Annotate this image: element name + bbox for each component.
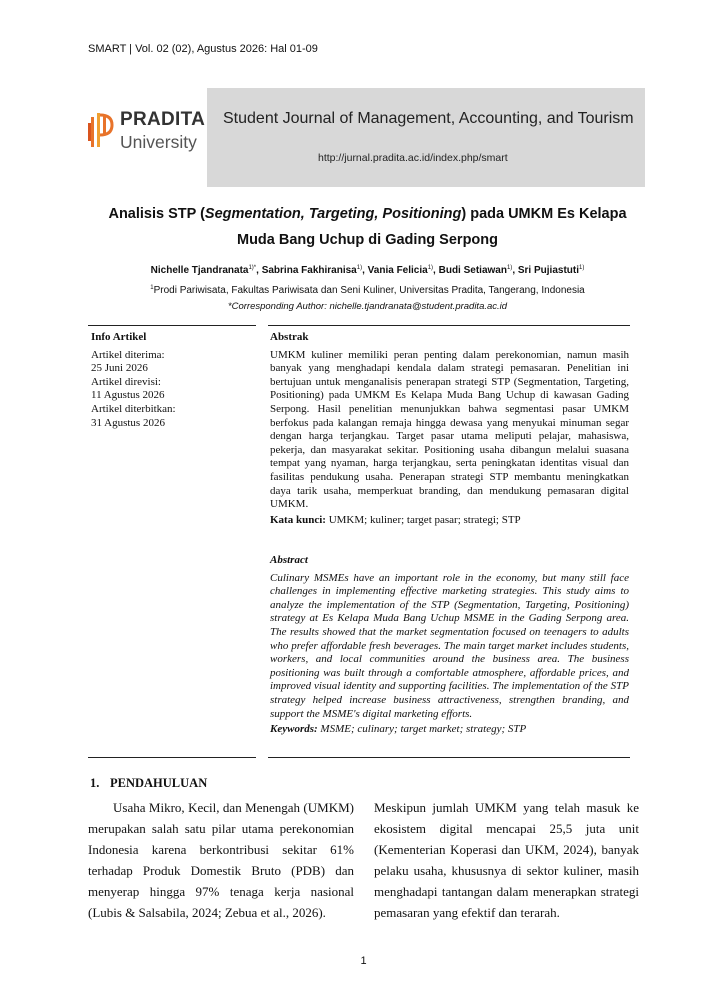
author-name: Sabrina Fakhiranisa xyxy=(261,265,357,276)
section-number: 1. xyxy=(90,776,100,790)
info-heading: Info Artikel xyxy=(91,331,147,343)
author-affiliation-mark: 1) xyxy=(356,265,363,271)
author-name: Vania Felicia xyxy=(367,265,428,276)
author-separator: , xyxy=(362,265,368,276)
author-separator: , xyxy=(512,265,518,276)
revised-date: 11 Agustus 2026 xyxy=(91,389,165,402)
author-affiliation-mark: 1)* xyxy=(248,265,257,271)
author-affiliation-mark: 1) xyxy=(427,265,434,271)
published-label: Artikel diterbitkan: xyxy=(91,402,176,415)
page-number: 1 xyxy=(360,955,367,967)
kata-kunci xyxy=(270,514,629,528)
received-label: Artikel diterima: xyxy=(91,348,165,361)
abstract-heading: Abstract xyxy=(270,554,308,566)
keywords-label: Keywords: xyxy=(270,723,318,736)
affiliation xyxy=(90,285,645,296)
abstract-section xyxy=(270,554,629,737)
article-info xyxy=(91,331,256,430)
kata-kunci-values: UMKM; kuliner; target pasar; strategi; STP xyxy=(328,513,521,526)
abstract-text: Culinary MSMEs have an important role in the economy, but many still face challenges in implementing effective marketing strategies. This study aims to analyze the implementation of the STP (Segmentation, Targeting, Positioning) strategy at Es Kelapa Muda Bang Uchup MSME in the Gading Serpong area. The results showed that the market segmentation focused on teenagers to adults who prefer affordable fresh beverages. The main target market includes students, workers, and local communities around the business area. The business positioning was built through a comfortable atmosphere, affordable prices, and improved visual identity and supporting facilities. The implementation of the STP strategy helped increase business attractiveness, strengthen branding, and support the MSME's digital marketing efforts. xyxy=(270,571,629,720)
author-name: Sri Pujiastuti xyxy=(517,265,579,276)
abstrak-heading: Abstrak xyxy=(270,331,309,343)
top-rule-left xyxy=(88,325,256,326)
corresponding-author: *Corresponding Author: nichelle.tjandranata@student.pradita.ac.id xyxy=(227,301,508,312)
author-name: Budi Setiawan xyxy=(438,265,507,276)
title-prefix: Analisis STP ( xyxy=(108,206,205,222)
logo-word-university: University xyxy=(120,132,197,152)
section-title: PENDAHULUAN xyxy=(110,776,208,790)
abstrak-text: UMKM kuliner memiliki peran penting dalam perekonomian, namun masih banyak yang menghadapi kendala dalam strategi pemasaran. Penelitian ini bertujuan untuk menganalisis penerapan strategi STP (Segmentation, Targeting, Positioning) pada UMKM Es Kelapa Muda Bang Uchup di kawasan Gading Serpong. Hasil penelitian menunjukkan bahwa segmentasi pasar UMKM berfokus pada kalangan remaja hingga dewasa yang menyukai minuman segar dengan harga terjangkau. Target pasar utama meliputi pelajar, mahasiswa, pekerja, dan masyarakat sekitar. Positioning usaha dibangun melalui suasana tempat yang nyaman, harga terjangkau, serta peningkatan identitas visual dan fasilitas pendukung usaha. Penerapan strategi STP membantu meningkatkan daya tarik usaha, memperkuat branding, dan mendukung pemasaran digital UMKM. xyxy=(270,348,629,511)
author-separator: , xyxy=(256,265,262,276)
journal-name: Student Journal of Management, Accounting, and Tourism xyxy=(223,110,634,127)
journal-url[interactable]: http://jurnal.pradita.ac.id/index.php/smart xyxy=(318,152,508,164)
abstrak-section xyxy=(270,331,629,527)
article-title xyxy=(90,201,645,253)
affiliation-sup: 1 xyxy=(150,285,154,291)
running-header: SMART | Vol. 02 (02), Agustus 2026: Hal 01-09 xyxy=(88,43,318,55)
title-suffix: ) pada UMKM Es Kelapa Muda Bang Uchup di Gading Serpong xyxy=(237,206,627,248)
bottom-rule-left xyxy=(88,757,256,758)
kata-kunci-label: Kata kunci: xyxy=(270,513,326,526)
keywords-values: MSME; culinary; target market; strategy; STP xyxy=(320,723,527,736)
bottom-rule-right xyxy=(268,757,630,758)
affiliation-text: Prodi Pariwisata, Fakultas Pariwisata dan Seni Kuliner, Universitas Pradita, Tangerang, Indonesia xyxy=(153,285,585,296)
published-date: 31 Agustus 2026 xyxy=(91,416,165,429)
keywords xyxy=(270,723,629,737)
body-column-left: Usaha Mikro, Kecil, dan Menengah (UMKM) merupakan salah satu pilar utama perekonomian Indonesia karena berkontribusi sekitar 61% terhadap Produk Domestik Bruto (PDB) dan menyerap hingga 97% tenaga kerja nasional (Lubis & Salsabila, 2024; Zebua et al., 2026). xyxy=(88,800,354,920)
logo-word-pradita: PRADITA xyxy=(120,109,206,130)
body-column-right: Meskipun jumlah UMKM yang telah masuk ke ekosistem digital mencapai 25,5 juta unit (Kementerian Koperasi dan UKM, 2024), banyak pelaku usaha, khususnya di sektor kuliner, masih menghadapi tantangan dalam menerapkan strategi pemasaran yang efektif dan terarah. xyxy=(374,800,639,920)
university-logo xyxy=(88,107,207,157)
journal-banner xyxy=(207,88,645,187)
author-affiliation-mark: 1) xyxy=(506,265,513,271)
author-separator: , xyxy=(433,265,439,276)
section-heading xyxy=(90,776,207,791)
author-name: Nichelle Tjandranata xyxy=(150,265,249,276)
title-italic: Segmentation, Targeting, Positioning xyxy=(204,206,462,222)
received-date: 25 Juni 2026 xyxy=(91,362,148,375)
revised-label: Artikel direvisi: xyxy=(91,375,161,388)
pradita-flame-icon xyxy=(88,109,118,153)
top-rule-right xyxy=(268,325,630,326)
author-affiliation-mark: 1) xyxy=(579,265,585,271)
author-list xyxy=(90,265,645,276)
